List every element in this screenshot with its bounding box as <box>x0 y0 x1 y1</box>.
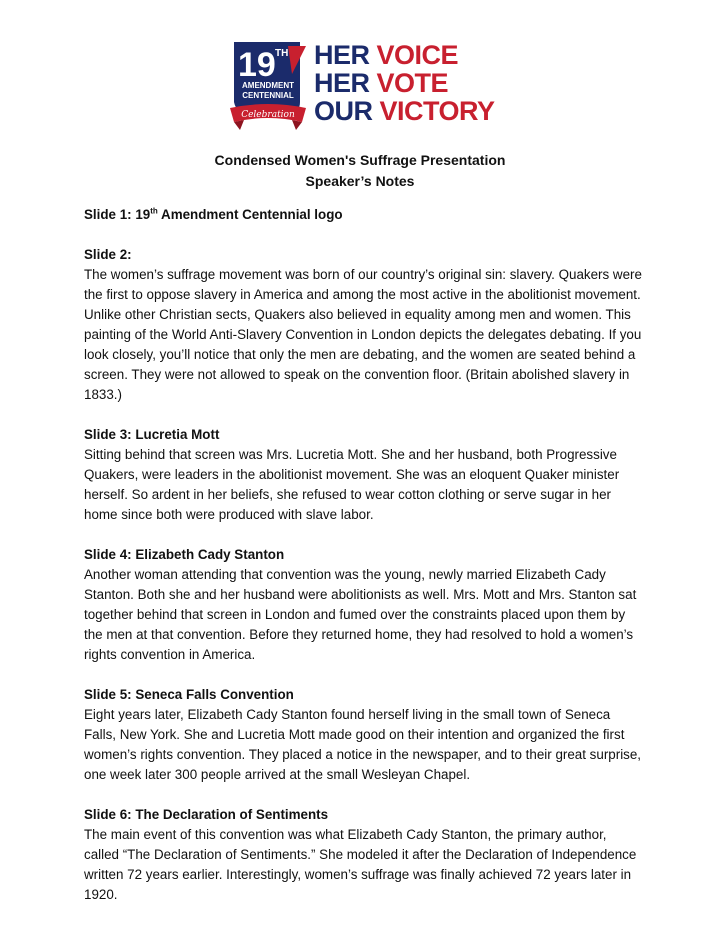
slide-4-section <box>84 545 644 665</box>
tagline-line-1: HER VOICE <box>314 40 459 70</box>
slide-1-section <box>84 205 644 225</box>
badge-line1: AMENDMENT <box>242 81 294 90</box>
logo-tagline <box>314 42 495 126</box>
badge-19th-amendment <box>230 40 306 132</box>
slide-notes: Eight years later, Elizabeth Cady Stanton found herself living in the small town of Seneca Falls, New York. She and Lucretia Mott made good on their intention and organized the first women’s rights convention. They placed a notice in the newspaper, and to their great surprise, one week later 300 people arrived at the small Wesleyan Chapel. <box>84 707 642 782</box>
slide-6-section <box>84 805 644 905</box>
document-title: Condensed Women's Suffrage Presentation <box>214 152 506 168</box>
badge-number: 19 <box>238 46 276 84</box>
document-subtitle: Speaker’s Notes <box>305 173 415 189</box>
slide-heading: Slide 5: Seneca Falls Convention <box>84 687 294 702</box>
slide-heading: Slide 3: Lucretia Mott <box>84 427 220 442</box>
slide-2-section <box>84 245 644 405</box>
slide-heading: Slide 4: Elizabeth Cady Stanton <box>84 547 285 562</box>
tagline-line-3: OUR VICTORY <box>314 96 495 126</box>
slide-notes: Another woman attending that convention was the young, newly married Elizabeth Cady Stanton. Both she and her husband were abolitionists as well. Mrs. Mott and Mrs. Stanton sat together behind that screen in London and fumed over the constraints placed upon them by the men at that convention. Before they returned home, they had resolved to hold a women’s rights convention in America. <box>84 567 637 662</box>
slide-3-section <box>84 425 644 525</box>
slide-5-section <box>84 685 644 785</box>
slide-heading: Slide 6: The Declaration of Sentiments <box>84 807 329 822</box>
badge-line2: CENTENNIAL <box>242 91 294 100</box>
slide-notes: The women’s suffrage movement was born of our country’s original sin: slavery. Quakers were the first to oppose slavery in America and among the most active in the abolitionist movement. Unlike other Christian sects, Quakers also believed in equality among men and women. This painting of the World Anti-Slavery Convention in London depicts the delegates debating. If you look closely, you’ll notice that only the men are debating, and the women are seated behind a screen. They were not allowed to speak on the convention floor. (Britain abolished slavery in 1833.) <box>84 267 642 402</box>
slide-notes: The main event of this convention was what Elizabeth Cady Stanton, the primary author, called “The Declaration of Sentiments.” She modeled it after the Declaration of Independence written 72 years earlier. Interestingly, women’s suffrage was finally achieved 72 years later in 1920. <box>84 827 637 902</box>
centennial-logo <box>230 40 496 136</box>
badge-ribbon-text: Celebration <box>241 110 295 120</box>
speaker-notes <box>84 205 644 925</box>
slide-heading: Slide 2: <box>84 247 132 262</box>
slide-1-heading: Slide 1: 19th Amendment Centennial logo <box>84 206 343 222</box>
badge-suffix: TH <box>275 48 289 59</box>
slide-notes: Sitting behind that screen was Mrs. Lucretia Mott. She and her husband, both Progressive Quakers, were leaders in the abolitionist movement. She was an eloquent Quaker minister herself. So ardent in her beliefs, she refused to wear cotton clothing or serve sugar in her home since both were produced with slave labor. <box>84 447 620 522</box>
tagline-line-2: HER VOTE <box>314 68 449 98</box>
